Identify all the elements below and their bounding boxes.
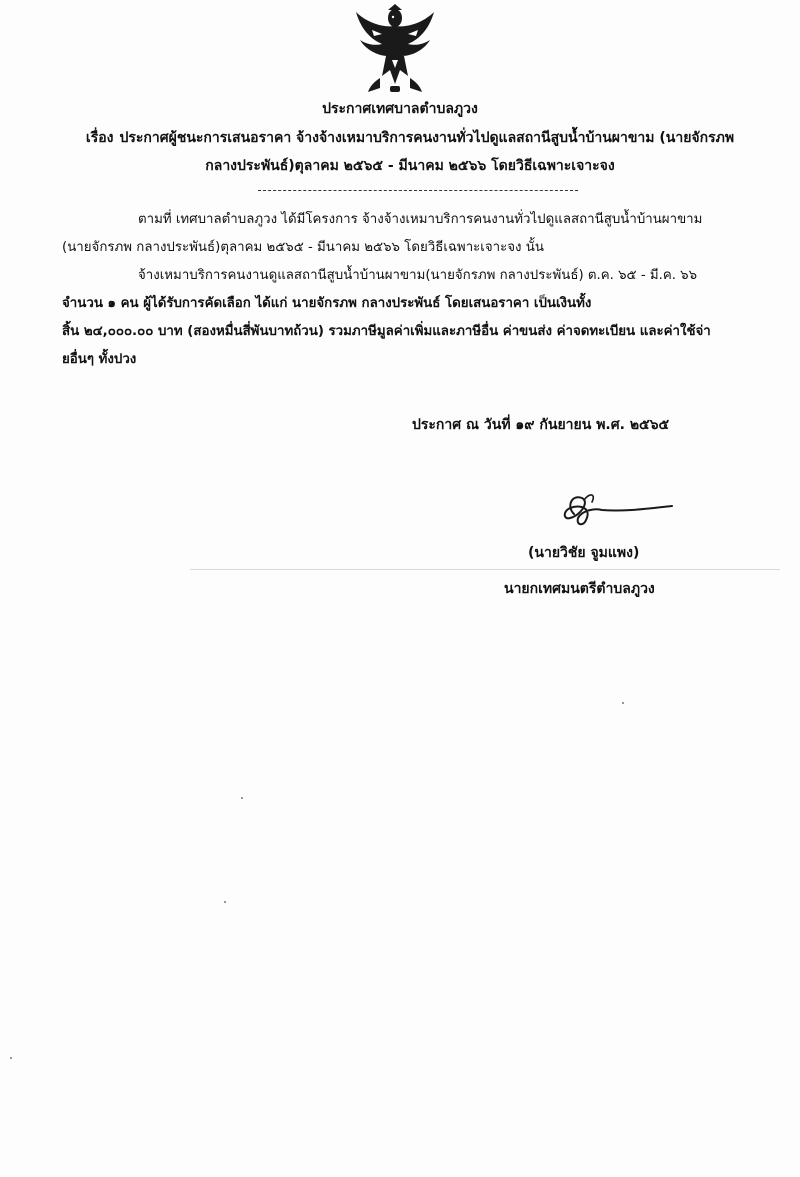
announce-date: ประกาศ ณ วันที่ ๑๙ กันยายน พ.ศ. ๒๕๖๕: [412, 417, 670, 433]
para2-line1: จ้างเหมาบริการคนงานดูแลสถานีสูบน้ำบ้านผาขาม(นายจักรภพ กลางประพันธ์) ต.ค. ๖๕ - มี.ค. ๖๖: [138, 268, 698, 283]
dashed-divider: [258, 190, 578, 191]
para1-line1: ตามที่ เทศบาลตำบลภูวง ได้มีโครงการ จ้างจ้างเหมาบริการคนงานทั่วไปดูแลสถานีสูบน้ำบ้านผาขาม: [138, 212, 703, 227]
subject-line-1: [60, 124, 760, 152]
para1-line2: (นายจักรภพ กลางประพันธ์)ตุลาคม ๒๕๖๕ - มีนาคม ๒๕๖๖ โดยวิธีเฉพาะเจาะจง นั้น: [62, 240, 544, 255]
signer-title: นายกเทศมนตรีตำบลภูวง: [504, 581, 655, 597]
subject-block: [60, 124, 760, 180]
para2-line4: ยอื่นๆ ทั้งปวง: [62, 352, 137, 367]
para2-line2: จำนวน ๑ คน ผู้ได้รับการคัดเลือก ได้แก่ นายจักรภพ กลางประพันธ์ โดยเสนอราคา เป็นเงินทั้ง: [62, 296, 592, 311]
para2-line3: สิ้น ๒๔,๐๐๐.๐๐ บาท (สองหมื่นสี่พันบาทถ้วน) รวมภาษีมูลค่าเพิ่มและภาษีอื่น ค่าขนส่ง ค่าจดทะเบียน และค่าใช้จ่า: [62, 324, 711, 339]
signer-name: (นายวิชัย จูมแพง): [528, 545, 640, 561]
signature-icon: [556, 486, 676, 532]
scan-speck: [224, 901, 226, 903]
scan-speck: [241, 797, 243, 799]
body-text: [62, 206, 752, 374]
scan-speck: [622, 702, 624, 704]
faint-scan-line: [190, 569, 780, 570]
subject-line-2: กลางประพันธ์)ตุลาคม ๒๕๖๕ - มีนาคม ๒๕๖๖ โดยวิธีเฉพาะเจาะจง: [205, 158, 615, 174]
garuda-emblem-icon: [352, 4, 438, 94]
subject-label: เรื่อง: [85, 130, 114, 146]
subject-text-1: ประกาศผู้ชนะการเสนอราคา จ้างจ้างเหมาบริการคนงานทั่วไปดูแลสถานีสูบน้ำบ้านผาขาม (นายจักรภพ: [119, 130, 735, 146]
scan-speck: [10, 1057, 12, 1059]
organization-heading: ประกาศเทศบาลตำบลภูวง: [322, 101, 478, 117]
